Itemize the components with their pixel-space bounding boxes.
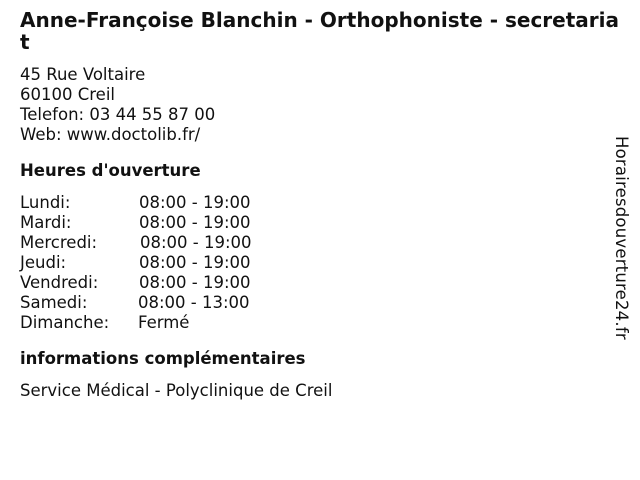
phone-number: Telefon: 03 44 55 87 00 [20, 105, 216, 124]
city-postcode: 60100 Creil [20, 85, 115, 104]
website-text: Web: www.doctolib.fr/ [20, 125, 201, 144]
day-label: Vendredi: [20, 273, 99, 292]
hours-row-lundi [20, 193, 626, 213]
time-value: 08:00 - 19:00 [139, 273, 251, 292]
time-value: 08:00 - 19:00 [139, 213, 251, 232]
hours-row-vendredi [20, 273, 626, 293]
opening-hours-heading: Heures d'ouverture [20, 161, 201, 180]
day-label: Samedi: [20, 293, 88, 312]
time-value: 08:00 - 13:00 [138, 293, 250, 312]
hours-row-jeudi [20, 253, 626, 273]
additional-info-heading: informations complémentaires [20, 349, 306, 368]
time-value: Fermé [138, 313, 190, 332]
page-title: Anne-Françoise Blanchin - Orthophoniste - secretariat [20, 8, 620, 54]
additional-info-text: Service Médical - Polyclinique de Creil [20, 381, 333, 400]
hours-row-mercredi [20, 233, 626, 253]
time-value: 08:00 - 19:00 [139, 253, 251, 272]
time-value: 08:00 - 19:00 [139, 193, 251, 212]
day-label: Jeudi: [20, 253, 67, 272]
opening-hours-table [20, 193, 626, 333]
time-value: 08:00 - 19:00 [140, 233, 252, 252]
street-address: 45 Rue Voltaire [20, 65, 146, 84]
day-label: Dimanche: [20, 313, 110, 332]
address-block [20, 65, 626, 145]
day-label: Mardi: [20, 213, 72, 232]
site-watermark: Horairesdouverture24.fr [612, 136, 631, 340]
day-label: Lundi: [20, 193, 71, 212]
day-label: Mercredi: [20, 233, 98, 252]
hours-row-mardi [20, 213, 626, 233]
hours-row-samedi [20, 293, 626, 313]
hours-row-dimanche [20, 313, 626, 333]
business-details [20, 9, 626, 401]
